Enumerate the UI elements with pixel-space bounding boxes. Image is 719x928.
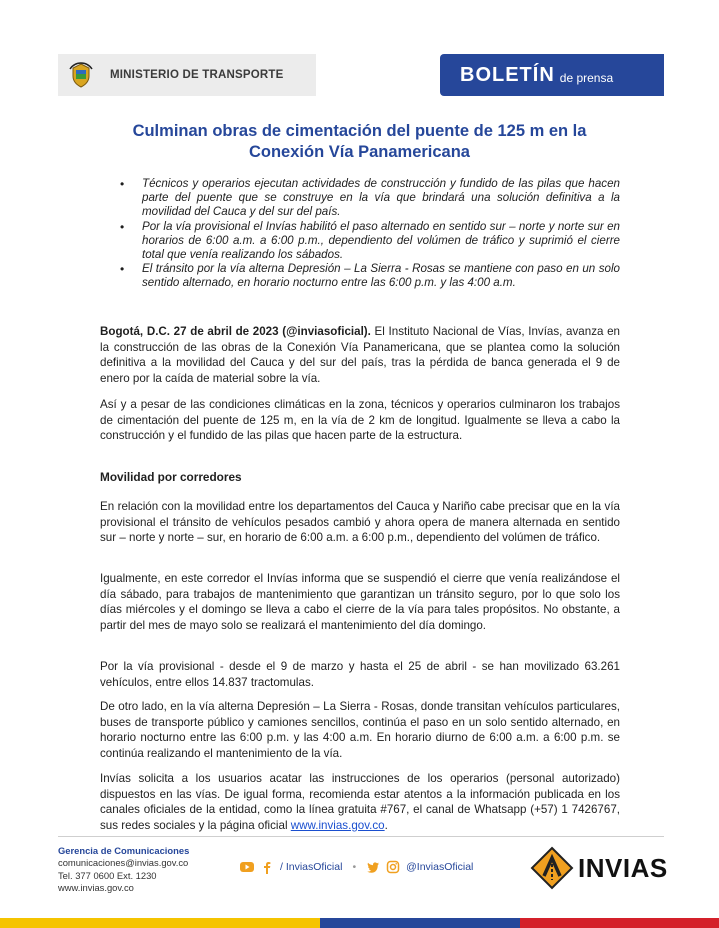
paragraph-6: De otro lado, en la vía alterna Depresión – La Sierra - Rosas, donde transitan vehículos particulares, buses de transporte público y camiones sencillos, continúa el paso en un solo sentido alternado, en horario nocturno entre las 6:00 p.m. y las 4:00 a.m. En horario diurno de 6:00 a.m. a 6:00 p.m. se continúa realizando el mantenimiento de la vía. xyxy=(100,700,620,760)
paragraph-4: Igualmente, en este corredor el Invías informa que se suspendió el cierre que venía realizándose el día sábado, para trabajos de mantenimiento que garantizan un tránsito seguro, por lo que solo los días miércoles y el domingo se lleva a cabo el cierre de la vía para tales propósitos. No obstante, a partir del mes de mayo solo se realizará el mantenimiento del día domingo. xyxy=(100,572,620,632)
facebook-icon[interactable] xyxy=(260,860,274,874)
contact-heading: Gerencia de Comunicaciones xyxy=(58,845,190,856)
paragraph-7 xyxy=(100,771,620,833)
footer-divider xyxy=(58,836,664,837)
invias-logo-text: INVIAS xyxy=(578,852,668,883)
ministry-name: MINISTERIO DE TRANSPORTE xyxy=(110,69,284,81)
paragraph-2: Así y a pesar de las condiciones climáticas en la zona, técnicos y operarios culminaron los trabajos de cimentación del puente de 125 m, en la vía de 2 km de longitud. Igualmente se lleva a cabo la construcción y el fundido de las pilas que hacen parte de la estructura. xyxy=(100,398,620,443)
closing-text: Invías solicita a los usuarios acatar las instrucciones de los operarios (personal autorizado) dispuestos en las vías. De igual forma, recomienda estar atentos a la información publicada en los canales oficiales de la entidad, como la línea gratuita #767, el canal de Whatsapp (+57) 1 7426767, sus redes sociales y la página oficial xyxy=(100,772,620,832)
title-line-2: Conexión Vía Panamericana xyxy=(248,143,470,161)
bullet-item: • Por la vía provisional el Invías habilitó el paso alternado en sentido sur – norte y norte sur en horarios de 6:00 a.m. a 6:00 p.m., dependiento del volúmen de tráfico y suprimió el cierre total que venía realizando los sábados. xyxy=(120,220,620,263)
youtube-icon[interactable] xyxy=(240,860,254,874)
footer-contact xyxy=(58,845,189,895)
bullet-item: • El tránsito por la vía alterna Depresión – La Sierra - Rosas se mantiene con paso en un solo sentido alternado, en horario nocturno entre las 6:00 p.m. y las 4:00 a.m. xyxy=(120,262,620,290)
page-title xyxy=(100,121,619,163)
invias-diamond-icon xyxy=(530,846,574,890)
dateline: Bogotá, D.C. 27 de abril de 2023 (@inviasoficial). xyxy=(100,325,371,338)
stripe-red xyxy=(520,918,719,928)
paragraph-intro xyxy=(100,324,620,386)
invias-logo xyxy=(530,846,668,890)
social-handle-2: @InviasOficial xyxy=(406,861,474,873)
twitter-icon[interactable] xyxy=(366,860,380,874)
paragraph-5: Por la vía provisional - desde el 9 de marzo y hasta el 25 de abril - se han movilizado 63.261 vehículos, entre ellos 14.837 tractomulas. xyxy=(100,660,620,689)
separator-dot: • xyxy=(352,861,357,873)
stripe-blue xyxy=(320,918,520,928)
intro-text: El Instituto Nacional de Vías, Invías, avanza en la construcción de las obras de la Conexión Vía Panamericana, que se plantea como la solución definitiva a la movilidad del Cauca y del sur del país, tras la pérdida de banca generada el 9 de enero por la caída de material sobre la vía. xyxy=(100,325,620,385)
summary-bullets xyxy=(120,177,620,291)
closing-period: . xyxy=(384,818,388,832)
title-line-1: Culminan obras de cimentación del puente de 125 m en la xyxy=(132,122,587,140)
boletin-banner xyxy=(440,54,664,96)
contact-email: comunicaciones@invias.gov.co xyxy=(58,857,189,869)
section-heading: Movilidad por corredores xyxy=(100,470,242,484)
contact-phone: Tel. 377 0600 Ext. 1230 xyxy=(58,869,157,881)
coat-of-arms-icon xyxy=(66,60,96,90)
paragraph-3: En relación con la movilidad entre los departamentos del Cauca y Nariño cabe precisar que en la vía provisional el tránsito de vehículos pesados cambió y ahora opera de manera alternada en sentido sur – norte y norte – sur, en horario de 6:00 a.m. a 6:00 p.m., dependiento del volúmen de tráfico. xyxy=(100,500,620,545)
boletin-title: BOLETÍN xyxy=(460,63,555,86)
boletin-subtitle: de prensa xyxy=(559,71,614,85)
ministry-header xyxy=(58,54,316,96)
social-handle-1: / InviasOficial xyxy=(280,861,343,873)
social-links xyxy=(240,860,473,874)
stripe-yellow xyxy=(0,918,320,928)
invias-website-link[interactable]: www.invias.gov.co xyxy=(290,818,385,832)
instagram-icon[interactable] xyxy=(386,860,400,874)
contact-web: www.invias.gov.co xyxy=(58,882,134,894)
bullet-item: • Técnicos y operarios ejecutan actividades de construcción y fundido de las pilas que hacen parte del puente que se construye en la vía que brindará una solución definitiva a la movilidad del Cauca y del sur del país. xyxy=(120,177,620,220)
